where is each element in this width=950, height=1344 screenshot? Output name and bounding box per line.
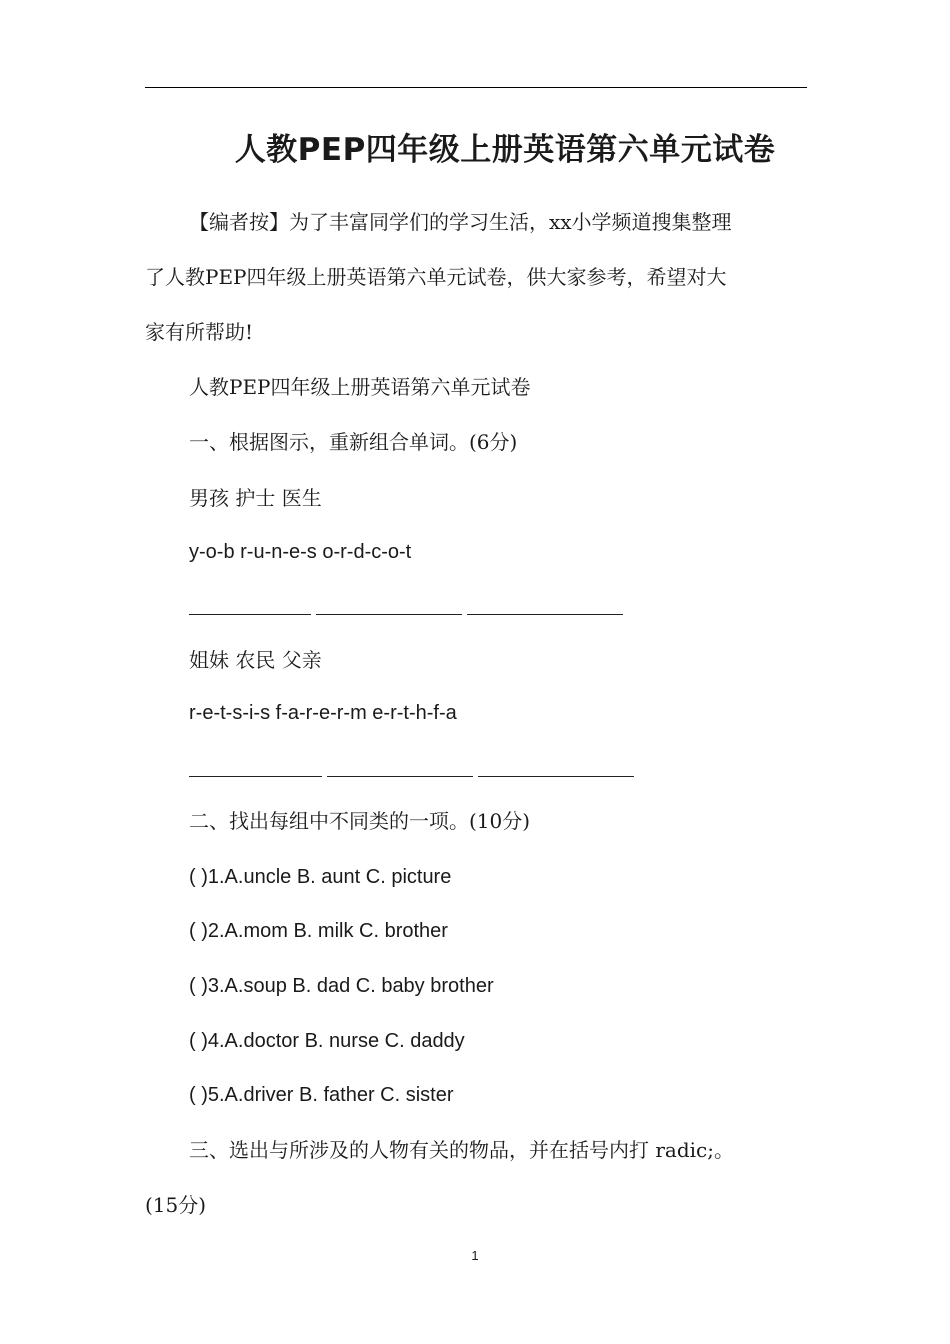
page-number: 1 (471, 1248, 479, 1263)
header-rule (145, 87, 807, 88)
section-1-letters-2: r-e-t-s-i-s f-a-r-e-r-m e-r-t-h-f-a (189, 702, 457, 724)
answer-blank[interactable] (327, 776, 473, 777)
section-2-heading: 二、找出每组中不同类的一项。(10分) (189, 809, 531, 833)
answer-blank[interactable] (316, 614, 462, 615)
intro-line-1: 【编者按】为了丰富同学们的学习生活，xx小学频道搜集整理 (189, 210, 732, 234)
answer-blank[interactable] (189, 776, 322, 777)
intro-line-3: 家有所帮助! (145, 320, 254, 344)
question-item: ( )1.A.uncle B. aunt C. picture (189, 866, 452, 888)
section-3-heading-line-2: (15分) (145, 1193, 207, 1217)
section-1-letters-1: y-o-b r-u-n-e-s o-r-d-c-o-t (189, 541, 412, 563)
answer-blank[interactable] (478, 776, 634, 777)
document-title: 人教PEP四年级上册英语第六单元试卷 (234, 132, 776, 168)
section-1-hints-1: 男孩 护士 医生 (189, 486, 322, 510)
section-1-heading: 一、根据图示，重新组合单词。(6分) (189, 430, 518, 454)
answer-blank[interactable] (189, 614, 311, 615)
question-item: ( )4.A.doctor B. nurse C. daddy (189, 1030, 465, 1052)
question-item: ( )2.A.mom B. milk C. brother (189, 920, 448, 942)
subtitle: 人教PEP四年级上册英语第六单元试卷 (189, 375, 531, 399)
question-item: ( )3.A.soup B. dad C. baby brother (189, 975, 494, 997)
question-item: ( )5.A.driver B. father C. sister (189, 1084, 454, 1106)
intro-line-2: 了人教PEP四年级上册英语第六单元试卷，供大家参考，希望对大 (145, 265, 727, 289)
section-1-hints-2: 姐妹 农民 父亲 (189, 648, 322, 672)
answer-blank[interactable] (467, 614, 623, 615)
section-3-heading-line-1: 三、选出与所涉及的人物有关的物品，并在括号内打 radic;。 (189, 1138, 734, 1162)
